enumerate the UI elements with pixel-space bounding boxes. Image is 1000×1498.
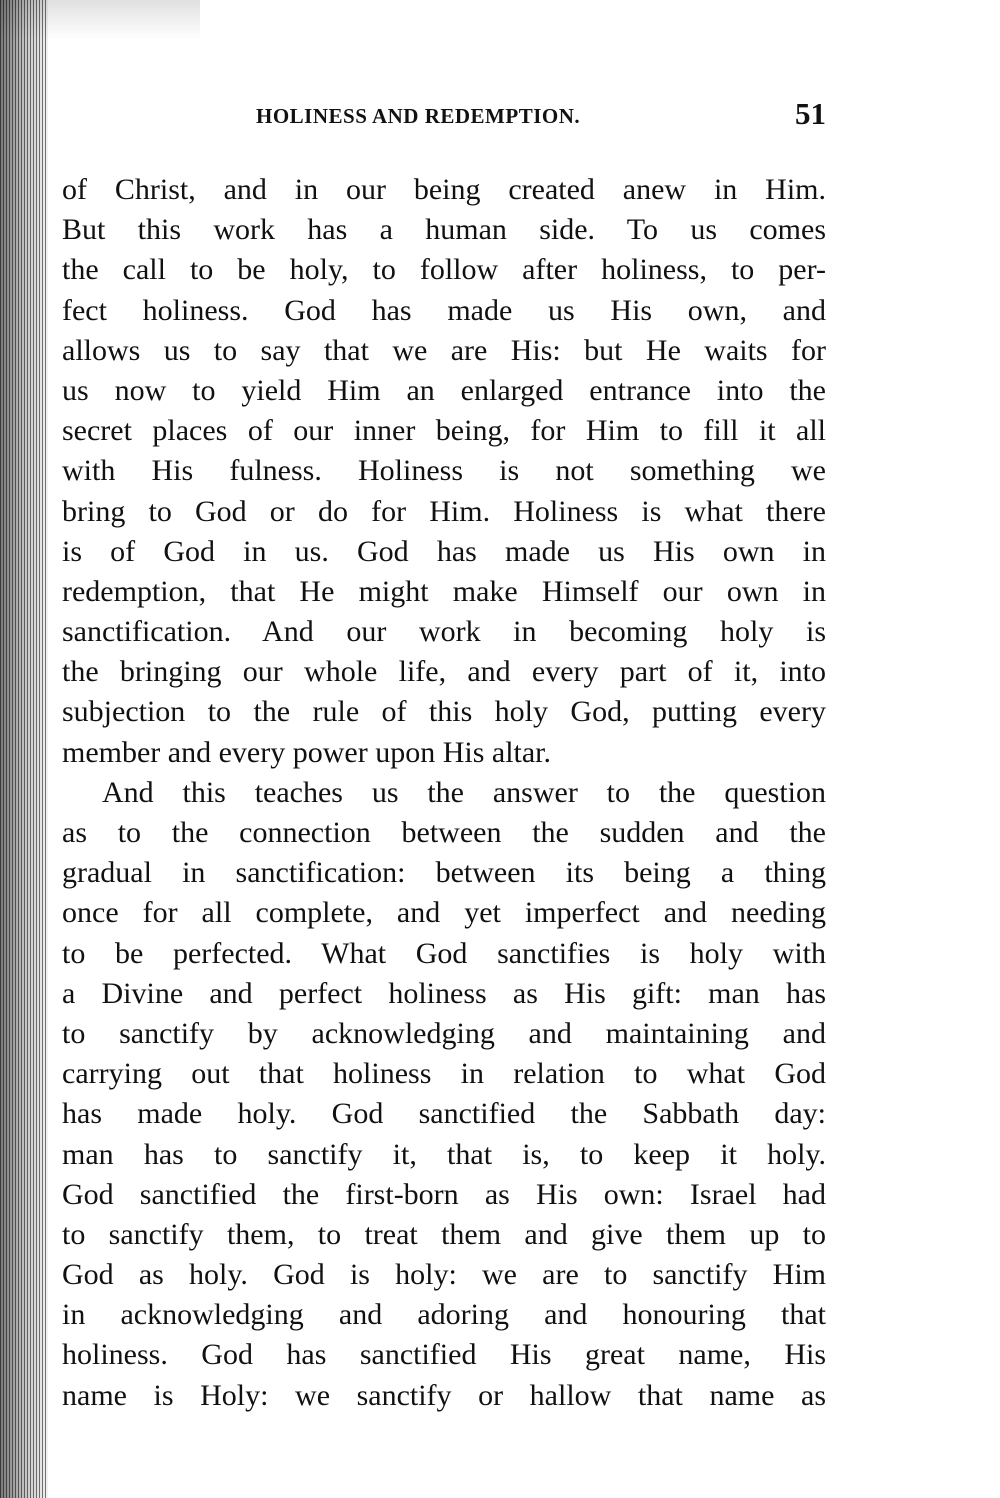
paragraph-last-line: member and every power upon His altar.: [62, 735, 552, 769]
text-line: man has to sanctify it, that is, to keep it holy.: [62, 1137, 826, 1171]
page-header: [62, 96, 826, 140]
text-line: God sanctified the first-born as His own: Israel had: [62, 1177, 826, 1211]
text-line: to be perfected. What God sanctifies is holy with: [62, 936, 826, 970]
text-line: in acknowledging and adoring and honouring that: [62, 1298, 826, 1332]
text-line: redemption, that He might make Himself our own in: [62, 574, 826, 608]
text-line: to sanctify them, to treat them and give them up to: [62, 1217, 826, 1251]
running-head: HOLINESS AND REDEMPTION.: [256, 104, 581, 128]
text-line: us now to yield Him an enlarged entrance into the: [62, 373, 826, 407]
text-line: sanctification. And our work in becoming holy is: [62, 615, 826, 649]
text-line: as to the connection between the sudden and the: [62, 816, 826, 849]
text-line: subjection to the rule of this holy God, putting every: [62, 695, 826, 729]
text-line: a Divine and perfect holiness as His gift: man has: [62, 976, 826, 1010]
text-line: allows us to say that we are His: but He waits for: [62, 333, 826, 367]
paragraph-first-line: And this teaches us the answer to the question: [102, 775, 826, 809]
text-line: the bringing our whole life, and every part of it, into: [62, 655, 826, 689]
page-number: 51: [795, 96, 826, 131]
text-line: gradual in sanctification: between its being a thing: [62, 856, 826, 890]
text-line: the call to be holy, to follow after holiness, to per-: [62, 253, 826, 287]
text-line: God as holy. God is holy: we are to sanctify Him: [62, 1258, 826, 1292]
text-line: carrying out that holiness in relation to what God: [62, 1057, 826, 1091]
text-line: once for all complete, and yet imperfect and needing: [62, 896, 826, 930]
scan-shadow: [0, 0, 200, 40]
text-line: name is Holy: we sanctify or hallow that name as: [62, 1378, 826, 1412]
text-line: fect holiness. God has made us His own, and: [62, 293, 826, 327]
text-line: But this work has a human side. To us comes: [62, 213, 826, 247]
text-line: holiness. God has sanctified His great name, His: [62, 1338, 826, 1372]
text-line: of Christ, and in our being created anew in Him.: [62, 173, 826, 206]
text-line: bring to God or do for Him. Holiness is what there: [62, 494, 826, 528]
text-line: with His fulness. Holiness is not something we: [62, 454, 826, 488]
binding-shadow: [0, 0, 48, 1498]
text-line: is of God in us. God has made us His own in: [62, 534, 826, 568]
text-line: has made holy. God sanctified the Sabbath day:: [62, 1097, 826, 1131]
text-line: to sanctify by acknowledging and maintaining and: [62, 1016, 826, 1050]
text-line: secret places of our inner being, for Him to fill it all: [62, 414, 826, 448]
body-text: [62, 170, 826, 1416]
